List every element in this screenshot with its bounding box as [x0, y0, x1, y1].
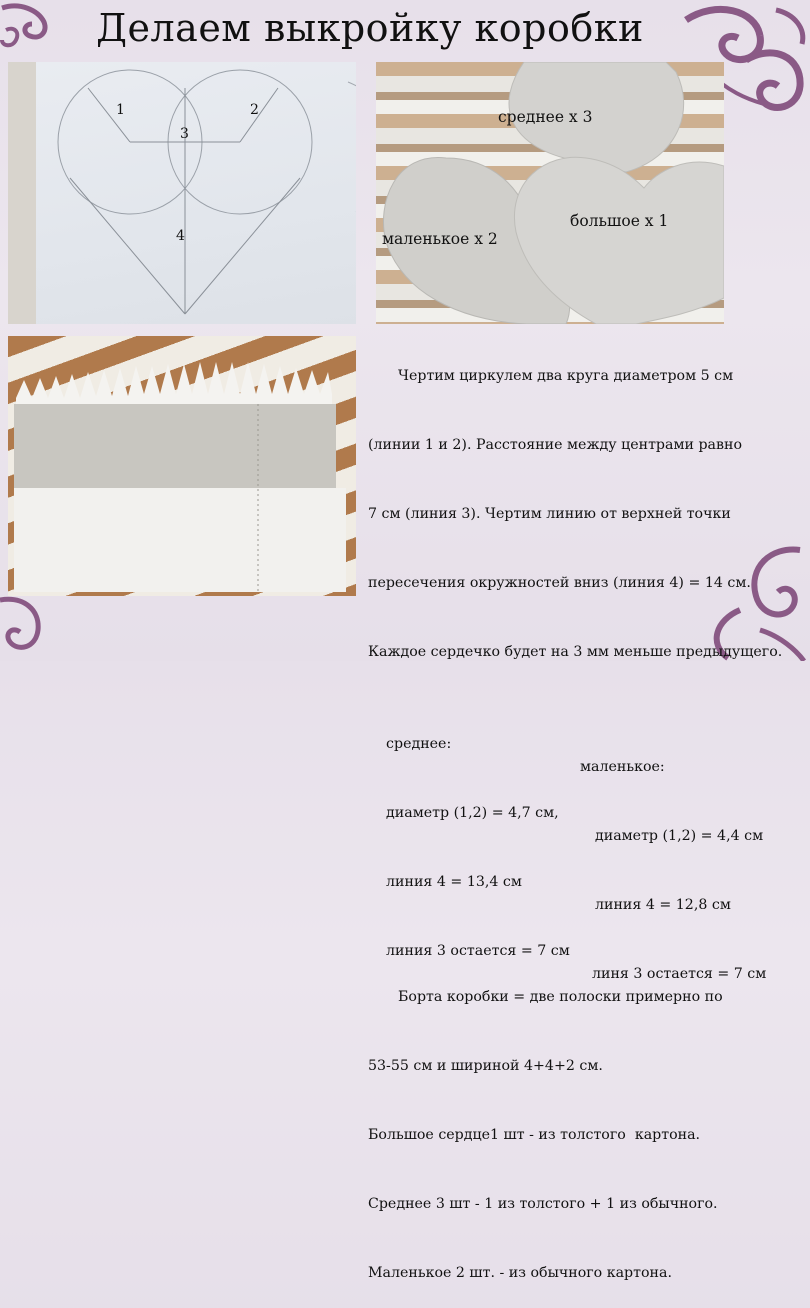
- line3-row: [368, 917, 808, 982]
- page-title: Делаем выкройку коробки: [96, 6, 644, 50]
- small-line3: линя 3 остается = 7 см: [592, 966, 767, 982]
- medium-heading: среднее:: [386, 736, 452, 752]
- medium-line3: линия 3 остается = 7 см: [386, 943, 570, 959]
- drawing-label-1: 1: [116, 102, 125, 118]
- small-line4: линия 4 = 12,8 см: [595, 897, 731, 913]
- line4-row: [368, 848, 808, 913]
- instruction-line: Каждое сердечко будет на 3 мм меньше предыдущего.: [368, 644, 783, 660]
- label-large-x1: большое х 1: [570, 212, 669, 230]
- photo-cardboard-hearts: [376, 62, 724, 324]
- drawing-label-2: 2: [250, 102, 259, 118]
- instruction-line: 7 см (линия 3). Чертим линию от верхней точки: [368, 506, 731, 522]
- ornament-bottom-left: [0, 590, 50, 661]
- instruction-line: Маленькое 2 шт. - из обычного картона.: [368, 1265, 672, 1281]
- drawing-label-4: 4: [176, 228, 185, 244]
- drawing-label-3: 3: [180, 126, 189, 142]
- medium-line4: линия 4 = 13,4 см: [386, 874, 522, 890]
- instruction-line: Среднее 3 шт - 1 из толстого + 1 из обычного.: [368, 1196, 718, 1212]
- photo-heart-drawing: [8, 62, 356, 324]
- small-diameter: диаметр (1,2) = 4,4 см: [595, 828, 764, 844]
- instruction-line: Большое сердце1 шт - из толстого картона.: [368, 1127, 701, 1143]
- medium-diameter: диаметр (1,2) = 4,7 см,: [386, 805, 559, 821]
- label-medium-x3: среднее х 3: [498, 108, 593, 126]
- instruction-line: 53-55 см и шириной 4+4+2 см.: [368, 1058, 603, 1074]
- photo-box-strips: [8, 336, 356, 596]
- size-headings-row: [368, 710, 808, 775]
- instructions: [368, 319, 808, 1308]
- instruction-line: пересечения окружностей вниз (линия 4) = 14 см.: [368, 575, 751, 591]
- small-heading: маленькое:: [580, 759, 665, 775]
- instruction-line: Чертим циркулем два круга диаметром 5 см: [398, 368, 734, 384]
- diameter-row: [368, 779, 808, 844]
- ornament-top-left: [0, 0, 60, 60]
- instruction-line: Борта коробки = две полоски примерно по: [398, 989, 723, 1005]
- label-small-x2: маленькое х 2: [382, 230, 498, 248]
- instruction-line: (линии 1 и 2). Расстояние между центрами равно: [368, 437, 742, 453]
